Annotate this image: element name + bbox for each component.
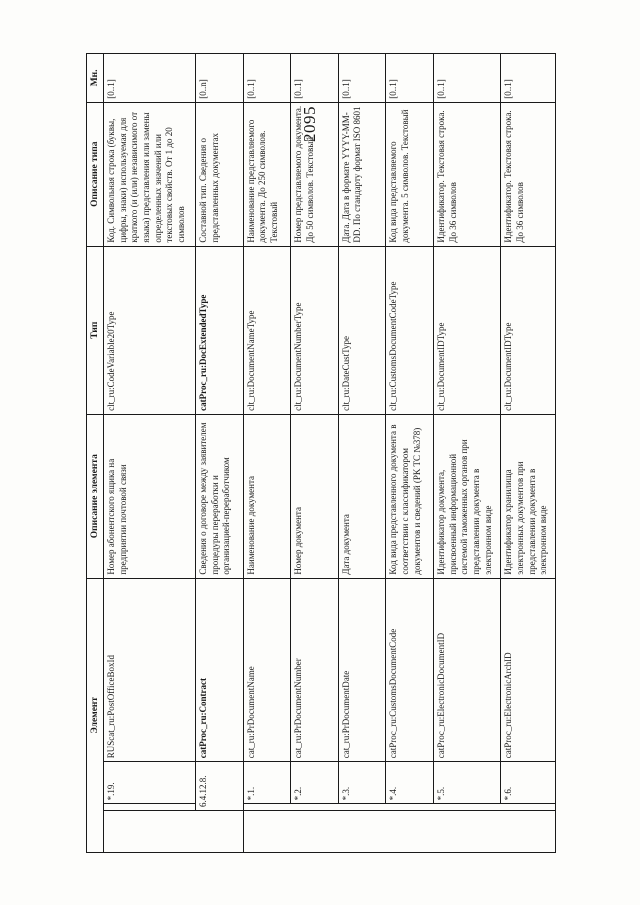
row-description: Сведения о договоре между заявителем процедуры переработки и организацией-переработчиком: [195, 414, 243, 578]
row-multiplicity: [0..1]: [338, 54, 386, 103]
indent-cell: [386, 810, 434, 852]
table-row: [386, 54, 434, 853]
header-element: Элемент: [87, 578, 104, 852]
row-multiplicity: [0..1]: [243, 54, 291, 103]
row-type: clt_ru:DocumentIDType: [434, 246, 501, 414]
table-row: [195, 54, 243, 853]
row-number: 6.4.12.8.: [195, 762, 243, 811]
row-number: *.3.: [338, 762, 386, 804]
row-type-description: Наименование представляемого документа. До 250 символов. Текстовый: [243, 102, 291, 246]
row-description: Дата документа: [338, 414, 386, 578]
table-row: [434, 54, 501, 853]
header-description: Описание элемента: [87, 414, 104, 578]
row-multiplicity: [0..1]: [386, 54, 434, 103]
indent-cell: [243, 804, 291, 811]
spec-table-container: [86, 53, 556, 853]
row-number: *.5.: [434, 762, 501, 804]
row-type-description: Идентификатор. Текстовая строка. До 36 символов: [501, 102, 556, 246]
table-row: [291, 54, 339, 853]
spec-table: [86, 53, 556, 853]
page-number: 2095: [300, 106, 319, 142]
row-number: *.2.: [291, 762, 339, 804]
row-description: Код вида представленного документа в соответствии с классификатором документов и сведений (PK TC №378): [386, 414, 434, 578]
indent-cell: [434, 810, 501, 852]
row-number: *.6.: [501, 762, 556, 804]
indent-cell: [434, 804, 501, 811]
indent-cell: [338, 810, 386, 852]
row-element: cat_ru:PrDocumentDate: [338, 578, 386, 762]
row-element: cat_ru:PrDocumentNumber: [291, 578, 339, 762]
row-multiplicity: [0..1]: [501, 54, 556, 103]
header-type-description: Описание типа: [87, 102, 104, 246]
row-type: clt_ru:DocumentNameType: [243, 246, 291, 414]
indent-cell: [104, 804, 196, 811]
row-type: clt_ru:DocumentIDType: [501, 246, 556, 414]
row-multiplicity: [0..1]: [434, 54, 501, 103]
indent-cell: [195, 810, 243, 852]
table-row: [338, 54, 386, 853]
header-type: Тип: [87, 246, 104, 414]
row-description: Номер документа: [291, 414, 339, 578]
row-element: catProc_ru:ElectronicArchID: [501, 578, 556, 762]
indent-cell: [291, 810, 339, 852]
row-multiplicity: [0..n]: [195, 54, 243, 103]
row-type-description: Номер представляемого документа. До 50 символов. Текстовый: [291, 102, 339, 246]
indent-cell: [104, 810, 196, 852]
table-row: [243, 54, 291, 853]
row-description: Идентификатор хранилища электронных документов при представлении документа в электронном виде: [501, 414, 556, 578]
row-element: catProc_ru:Contract: [195, 578, 243, 762]
indent-cell: [386, 804, 434, 811]
indent-cell: [501, 810, 556, 852]
row-number: *.19.: [104, 762, 196, 804]
indent-cell: [501, 804, 556, 811]
indent-cell: [338, 804, 386, 811]
row-type-description: Код. Символьная строка (буквы, цифры, знаки) используемая для краткого (и (или) независимого от языка) представления или замены определенных значений или текстовых свойств. От 1 до 20 символов: [104, 102, 196, 246]
header-multiplicity: Мн.: [87, 54, 104, 103]
table-row: [104, 54, 196, 853]
row-element: cat_ru:PrDocumentName: [243, 578, 291, 762]
row-type: clt_ru:DocumentNumberType: [291, 246, 339, 414]
row-element: RUScat_ru:PostOfficeBoxId: [104, 578, 196, 762]
row-description: Идентификатор документа, присвоенный информационной системой таможенных органов при представлении документа в электронном виде: [434, 414, 501, 578]
row-multiplicity: [0..1]: [291, 54, 339, 103]
row-number: *.4.: [386, 762, 434, 804]
row-type-description: Идентификатор. Текстовая строка. До 36 символов: [434, 102, 501, 246]
indent-cell: [291, 804, 339, 811]
row-description: Наименование документа: [243, 414, 291, 578]
row-type: clt_ru:CodeVariable20Type: [104, 246, 196, 414]
row-multiplicity: [0..1]: [104, 54, 196, 103]
row-description: Номер абонентского ящика на предприятии почтовой связи: [104, 414, 196, 578]
row-type: clt_ru:DateCustType: [338, 246, 386, 414]
row-element: catProc_ru:CustomsDocumentCode: [386, 578, 434, 762]
row-element: catProc_ru:ElectronicDocumentID: [434, 578, 501, 762]
row-type-description: Код вида представляемого документа. 5 символов. Текстовый: [386, 102, 434, 246]
row-type: clt_ru:CustomsDocumentCodeType: [386, 246, 434, 414]
row-type-description: Дата. Дата в формате YYYY-MM-DD. По стандарту формат ISO 8601: [338, 102, 386, 246]
row-type: catProc_ru:DocExtendedType: [195, 246, 243, 414]
indent-cell: [243, 810, 291, 852]
row-number: *.1.: [243, 762, 291, 804]
table-header-row: [87, 54, 104, 853]
table-row: [501, 54, 556, 853]
row-type-description: Составной тип. Сведения о представленных документах: [195, 102, 243, 246]
